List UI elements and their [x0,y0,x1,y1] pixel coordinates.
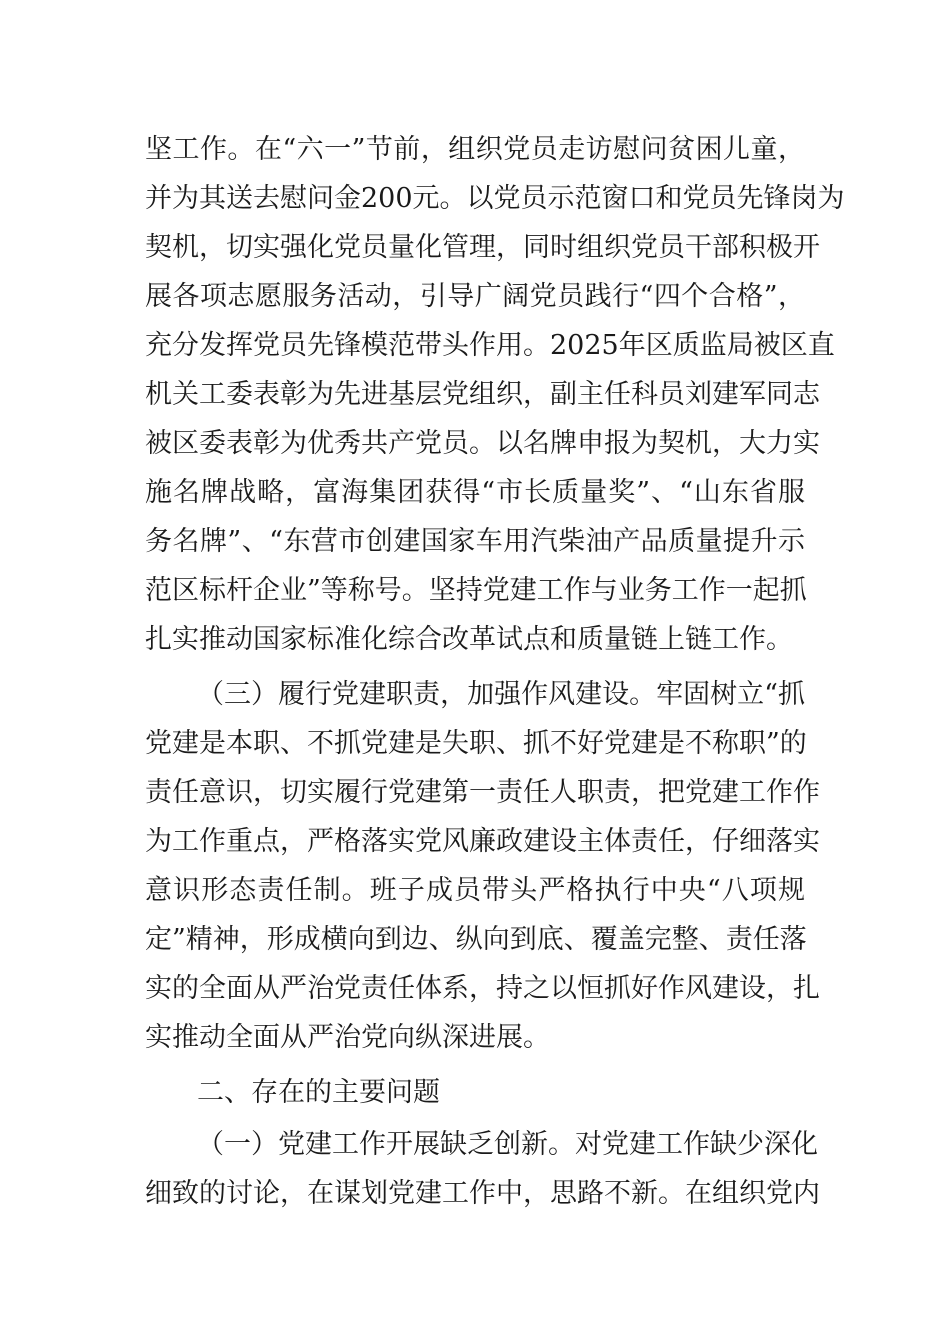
text-line: 坚工作。在“六一”节前，组织党员走访慰问贫困儿童， [145,134,805,165]
text-line: 范区标杆企业”等称号。坚持党建工作与业务工作一起抓 [145,575,807,606]
text-line: 被区委表彰为优秀共产党员。以名牌申报为契机，大力实 [145,428,820,459]
text-line: 党建是本职、不抓党建是失职、抓不好党建是不称职”的 [145,728,807,759]
text-line: 契机，切实强化党员量化管理，同时组织党员干部积极开 [145,232,820,263]
text-line: 扎实推动国家标准化综合改革试点和质量链上链工作。 [145,624,793,655]
section-title: 二、存在的主要问题 [197,1077,440,1108]
text-line: 细致的讨论，在谋划党建工作中，思路不新。在组织党内 [145,1178,820,1209]
text-line: 机关工委表彰为先进基层党组织，副主任科员刘建军同志 [145,379,820,410]
text-line: 实的全面从严治党责任体系，持之以恒抓好作风建设，扎 [145,973,820,1004]
text-line: 并为其送去慰问金200元。以党员示范窗口和党员先锋岗为 [145,183,845,214]
text-line: 定”精神，形成横向到边、纵向到底、覆盖完整、责任落 [145,924,807,955]
text-line: 务名牌”、“东营市创建国家车用汽柴油产品质量提升示 [145,526,805,557]
text-line: 责任意识，切实履行党建第一责任人职责，把党建工作作 [145,777,820,808]
text-line: 实推动全面从严治党向纵深进展。 [145,1022,550,1053]
text-line: 充分发挥党员先锋模范带头作用。2025年区质监局被区直 [145,330,835,361]
section-heading-line: （一）党建工作开展缺乏创新。对党建工作缺少深化 [197,1129,818,1160]
text-line: 为工作重点，严格落实党风廉政建设主体责任，仔细落实 [145,826,820,857]
text-line: 意识形态责任制。班子成员带头严格执行中央“八项规 [145,875,805,906]
section-heading-line: （三）履行党建职责，加强作风建设。牢固树立“抓 [197,679,805,710]
text-line: 施名牌战略，富海集团获得“市长质量奖”、“山东省服 [145,477,805,508]
text-line: 展各项志愿服务活动，引导广阔党员践行“四个合格”， [145,281,805,312]
